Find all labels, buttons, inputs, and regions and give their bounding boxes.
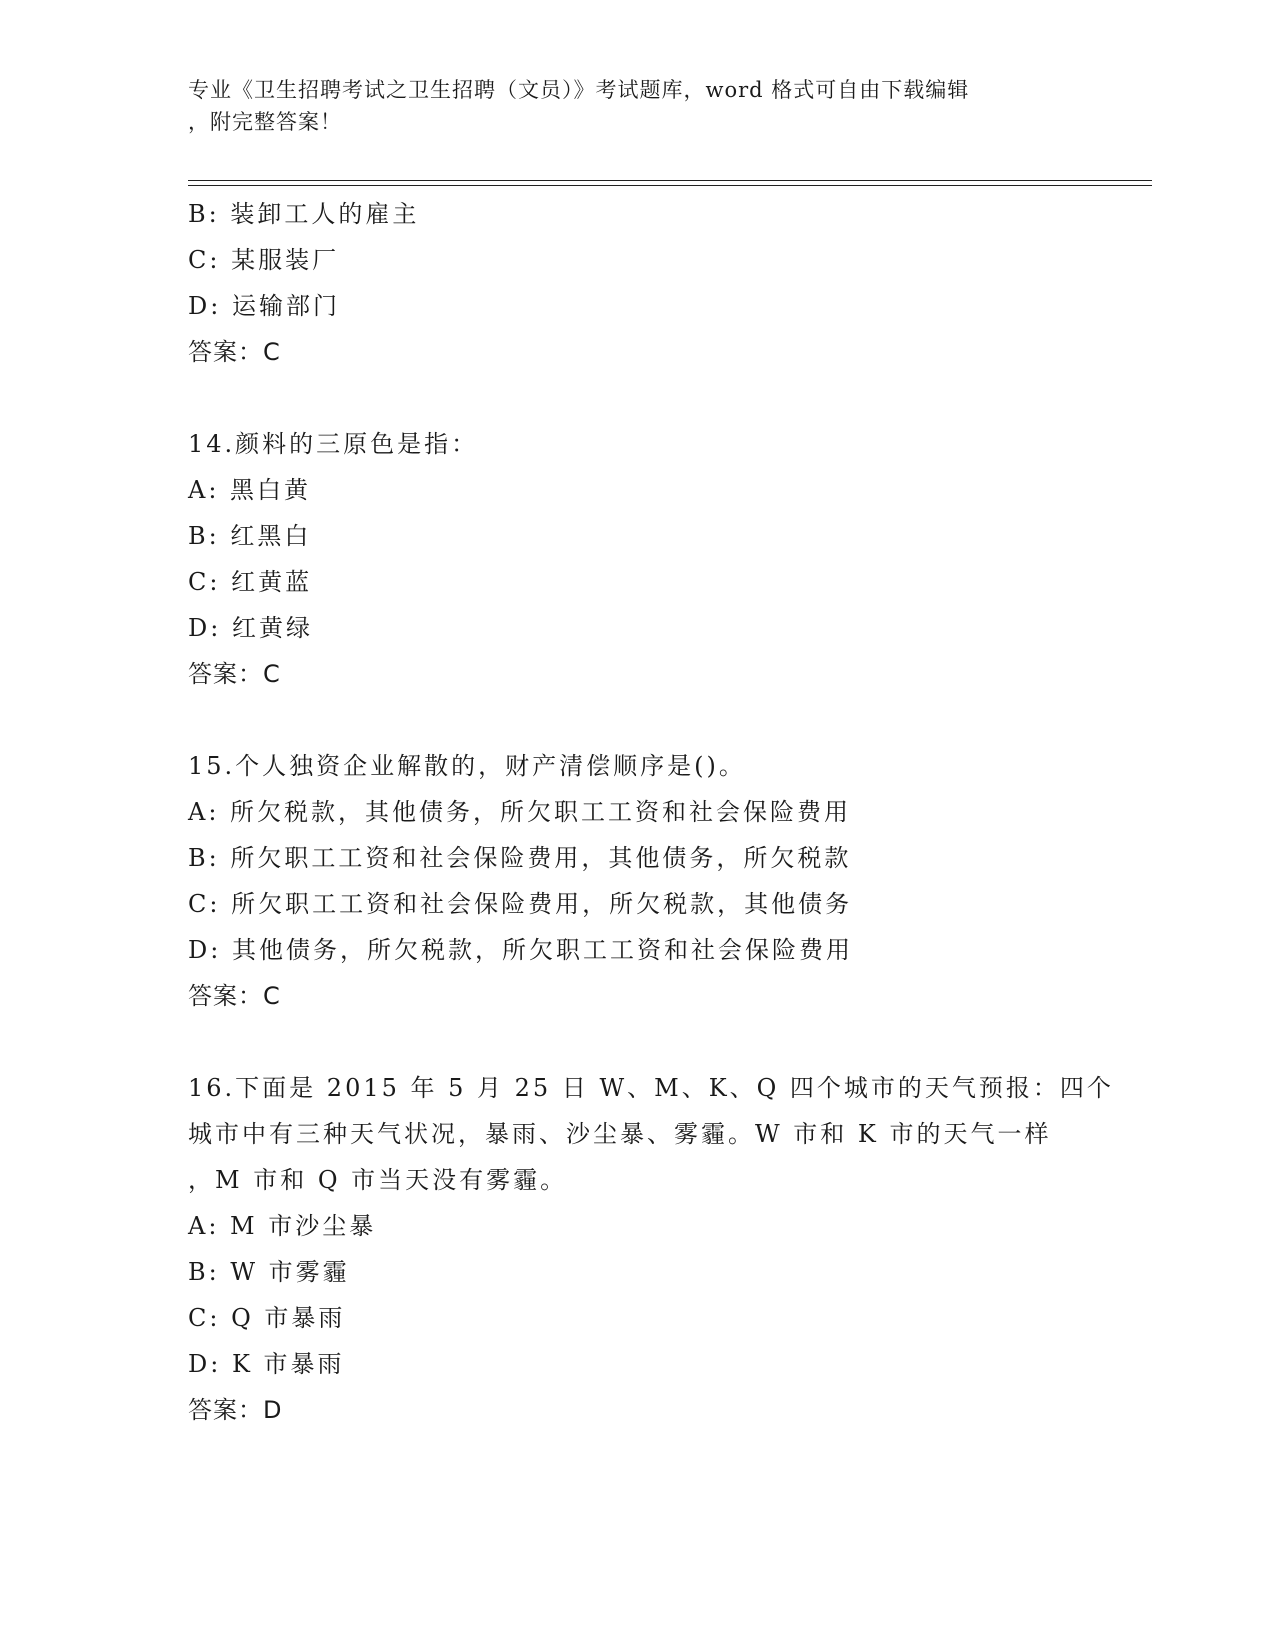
option-a: A: 所欠税款，其他债务，所欠职工工资和社会保险费用 xyxy=(188,798,852,826)
option-b: B: W 市雾霾 xyxy=(188,1258,350,1286)
option-c: C: 红黄蓝 xyxy=(188,568,313,596)
option-b: B: 红黑白 xyxy=(188,522,312,550)
option-a: A: 黑白黄 xyxy=(188,476,312,504)
question-stem: 15.个人独资企业解散的，财产清偿顺序是()。 xyxy=(188,752,746,780)
option-d: D: 其他债务，所欠税款，所欠职工工资和社会保险费用 xyxy=(188,936,853,964)
header-divider-top xyxy=(188,180,1152,181)
question-list xyxy=(188,191,1148,1433)
option-b: B: 装卸工人的雇主 xyxy=(188,200,420,228)
question-stem: 14.颜料的三原色是指： xyxy=(188,430,479,458)
option-a: A: M 市沙尘暴 xyxy=(188,1212,377,1240)
header-divider-bottom xyxy=(188,185,1152,186)
answer-line: 答案：C xyxy=(188,660,281,688)
option-d: D: K 市暴雨 xyxy=(188,1350,345,1378)
answer-line: 答案：C xyxy=(188,338,281,366)
option-b: B: 所欠职工工资和社会保险费用，其他债务，所欠税款 xyxy=(188,844,852,872)
spacer xyxy=(188,375,1148,421)
question-14 xyxy=(188,421,1148,697)
answer-line: 答案：C xyxy=(188,982,281,1010)
question-stem-line-2: 城市中有三种天气状况，暴雨、沙尘暴、雾霾。W 市和 K 市的天气一样 xyxy=(188,1120,1052,1148)
header-line-1: 专业《卫生招聘考试之卫生招聘（文员）》考试题库，word 格式可自由下载编辑 xyxy=(188,78,970,102)
option-c: C: 某服装厂 xyxy=(188,246,340,274)
question-stem-line-3: ，M 市和 Q 市当天没有雾霾。 xyxy=(188,1166,568,1194)
option-c: C: Q 市暴雨 xyxy=(188,1304,346,1332)
option-c: C: 所欠职工工资和社会保险费用，所欠税款，其他债务 xyxy=(188,890,853,918)
question-15 xyxy=(188,743,1148,1019)
question-stem-line-1: 16.下面是 2015 年 5 月 25 日 W、M、K、Q 四个城市的天气预报：四个 xyxy=(188,1074,1114,1102)
answer-line: 答案：D xyxy=(188,1396,283,1424)
spacer xyxy=(188,1019,1148,1065)
spacer xyxy=(188,697,1148,743)
header-line-2: ，附完整答案！ xyxy=(188,110,342,134)
document-header xyxy=(188,74,1088,138)
option-d: D: 红黄绿 xyxy=(188,614,313,642)
question-13-continued xyxy=(188,191,1148,375)
option-d: D: 运输部门 xyxy=(188,292,340,320)
question-16 xyxy=(188,1065,1148,1433)
